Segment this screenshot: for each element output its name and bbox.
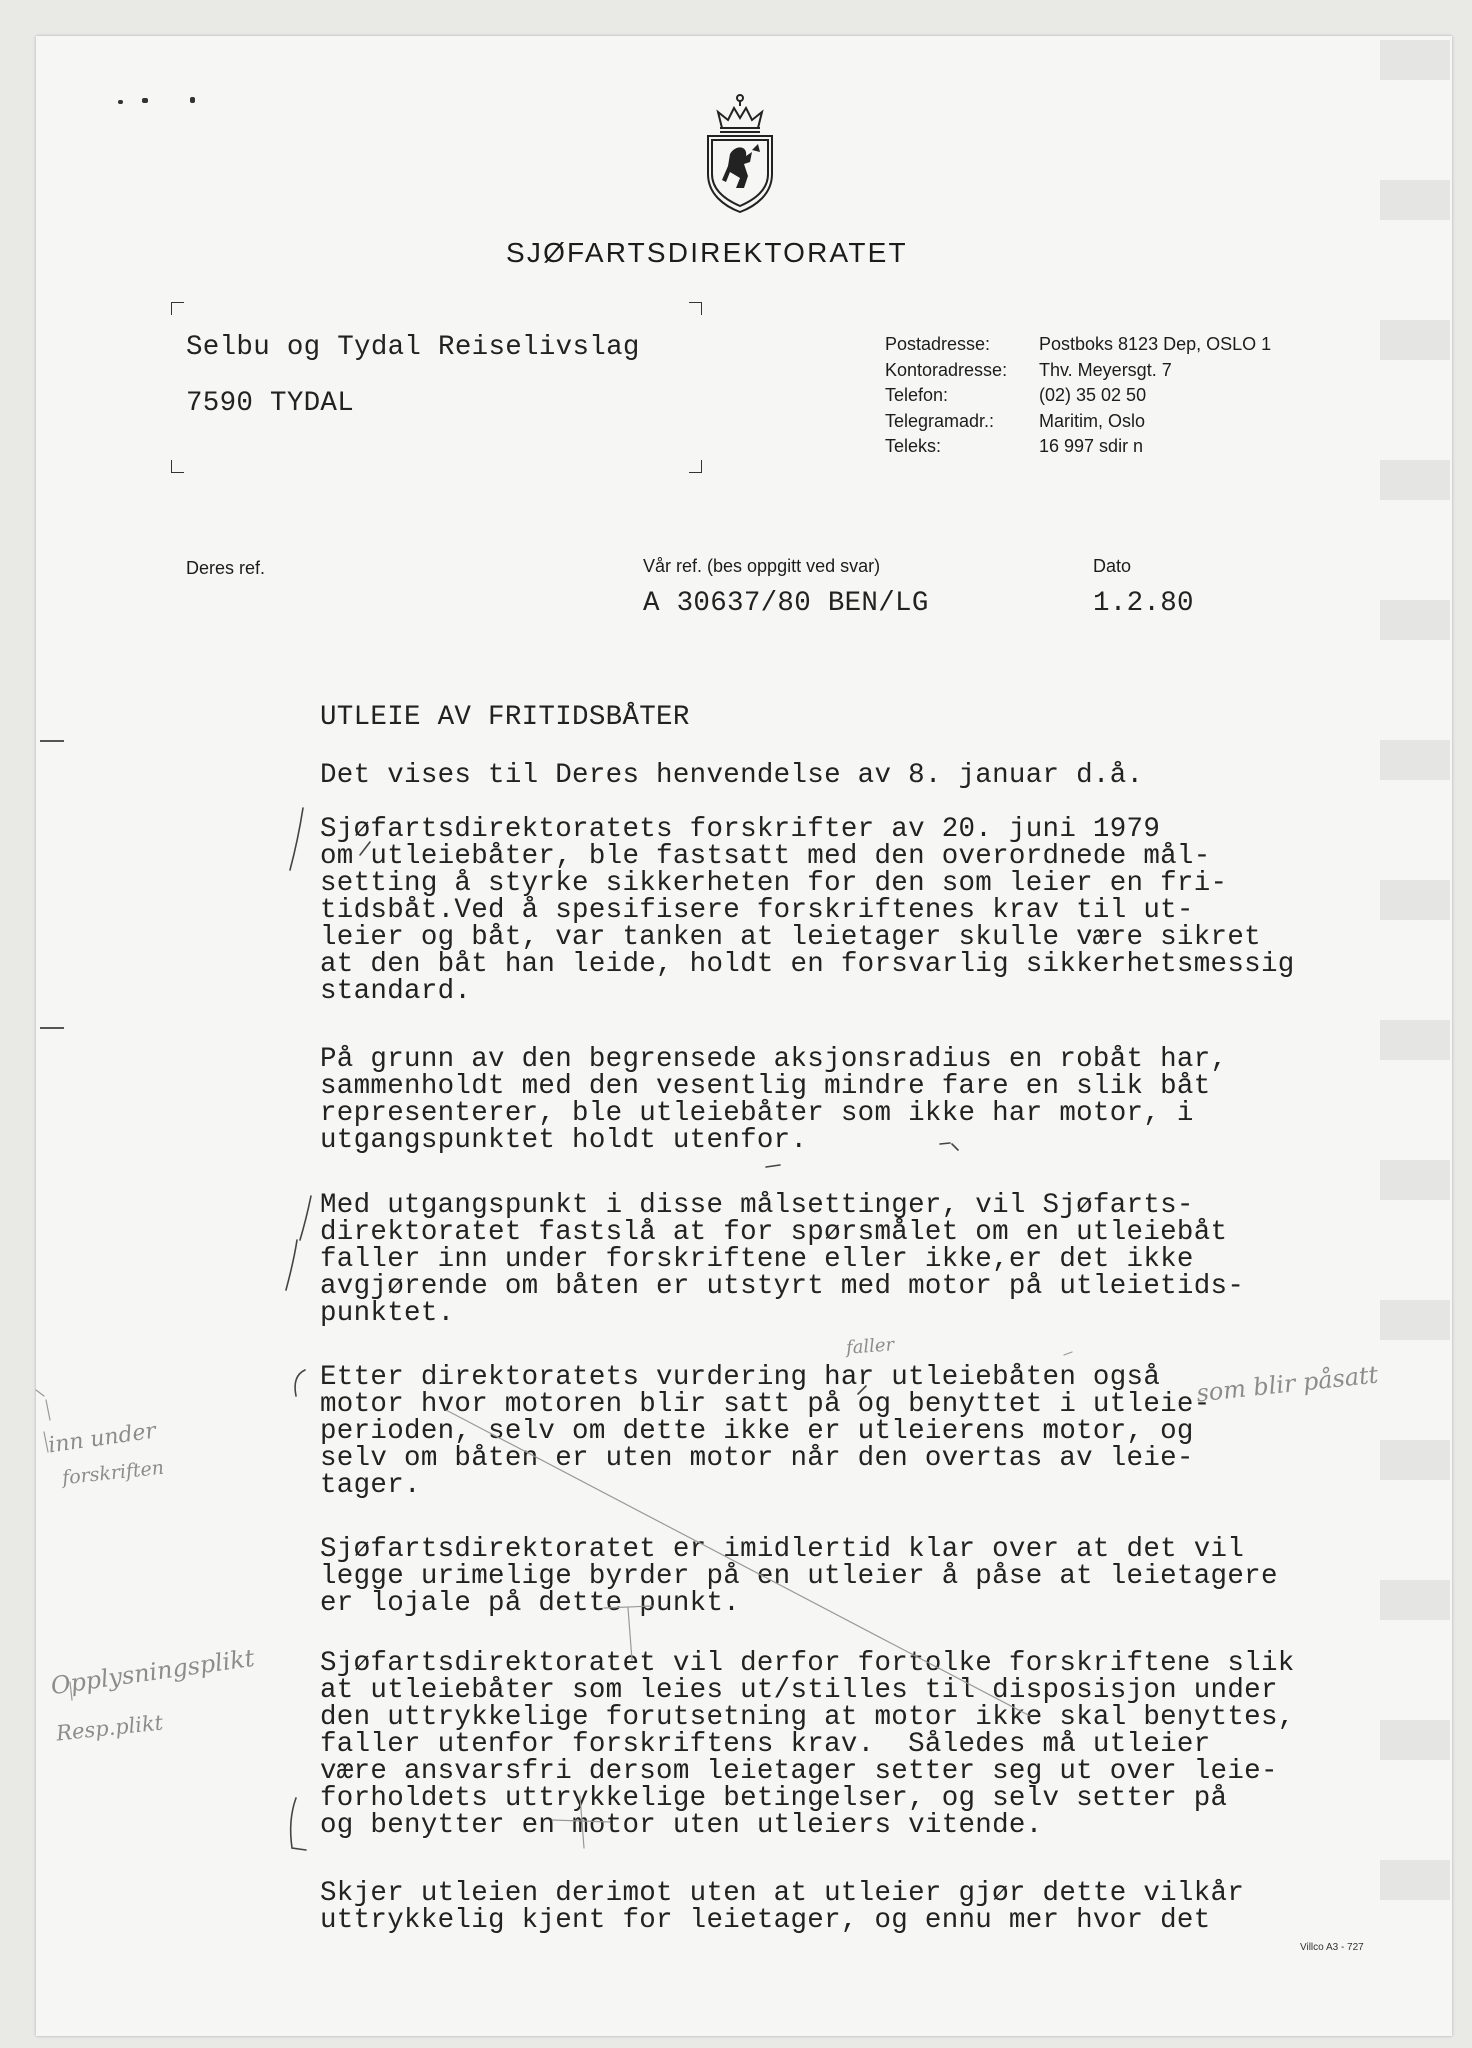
annotation-som-blir-pasatt: som blir påsatt	[1195, 1360, 1380, 1408]
contact-label: Postadresse:	[885, 334, 991, 355]
contact-label: Teleks:	[885, 436, 942, 457]
annotation-respplikt: Resp.plikt	[55, 1710, 165, 1746]
body-line: avgjørende om båten er utstyrt med motor på utleietids-	[320, 1271, 1245, 1302]
contact-value: (02) 35 02 50	[1039, 385, 1147, 406]
body-line: Med utgangspunkt i disse målsettinger, vil Sjøfarts-	[320, 1190, 1194, 1221]
annotation-faller: faller	[845, 1334, 895, 1359]
body-line: Sjøfartsdirektoratet vil derfor fortolke forskriftene slik	[320, 1648, 1295, 1679]
contact-value: Thv. Meyersgt. 7	[1039, 359, 1172, 380]
body-line: representerer, ble utleiebåter som ikke har motor, i	[320, 1098, 1194, 1129]
body-line: Etter direktoratets vurdering har utleiebåten også	[320, 1362, 1161, 1393]
body-line: den uttrykkelige forutsetning at motor ikke skal benyttes,	[320, 1702, 1295, 1733]
recipient-name: Selbu og Tydal Reiselivslag	[186, 332, 640, 363]
body-line: om utleiebåter, ble fastsatt med den overordnede mål-	[320, 841, 1211, 872]
contact-value: Maritim, Oslo	[1039, 410, 1146, 431]
contact-label: Telefon:	[885, 385, 949, 406]
contact-label: Telegramadr.:	[885, 410, 995, 431]
body-line: faller utenfor forskriftens krav. Således må utleier	[320, 1729, 1211, 1760]
body-line: forholdets uttrykkelige betingelser, og selv setter på	[320, 1783, 1228, 1814]
body-line: faller inn under forskriftene eller ikke,er det ikke	[320, 1244, 1194, 1275]
body-line: perioden, selv om dette ikke er utleierens motor, og	[320, 1416, 1194, 1447]
body-line: være ansvarsfri dersom leietager setter seg ut over leie-	[320, 1756, 1278, 1787]
body-line: leier og båt, var tanken at leietager skulle være sikret	[320, 922, 1261, 953]
annotation-forskriften: forskriften	[61, 1456, 165, 1490]
body-line: legge urimelige byrder på en utleier å påse at leietagere	[320, 1561, 1278, 1592]
recipient-address: 7590 TYDAL	[186, 388, 355, 419]
var-ref-label: Vår ref. (bes oppgitt ved svar)	[643, 556, 881, 576]
body-line: Skjer utleien derimot uten at utleier gjør dette vilkår	[320, 1878, 1245, 1909]
dato-label: Dato	[1093, 556, 1132, 576]
contact-value: 16 997 sdir n	[1039, 436, 1144, 457]
contact-label: Kontoradresse:	[885, 359, 1008, 380]
body-line: at utleiebåter som leies ut/stilles til disposisjon under	[320, 1675, 1278, 1706]
body-line: uttrykkelig kjent for leietager, og ennu mer hvor det	[320, 1905, 1211, 1936]
body-line: standard.	[320, 976, 472, 1007]
deres-ref-label: Deres ref.	[186, 558, 266, 578]
letter-subject: UTLEIE AV FRITIDSBÅTER	[320, 702, 690, 733]
body-line: direktoratet fastslå at for spørsmålet om en utleiebåt	[320, 1217, 1228, 1248]
dato-value: 1.2.80	[1093, 588, 1194, 619]
body-line: Sjøfartsdirektoratet er imidlertid klar over at det vil	[320, 1534, 1245, 1565]
form-code: Villco A3 - 727	[1300, 1942, 1364, 1953]
body-line: selv om båten er uten motor når den overtas av leie-	[320, 1443, 1194, 1474]
agency-name: SJØFARTSDIREKTORATET	[506, 237, 908, 268]
body-line: sammenholdt med den vesentlig mindre fare en slik båt	[320, 1071, 1211, 1102]
body-line: og benytter en motor uten utleiers vitende.	[320, 1810, 1043, 1841]
body-line: er lojale på dette punkt.	[320, 1588, 741, 1619]
body-line: tidsbåt.Ved å spesifisere forskriftenes krav til ut-	[320, 895, 1194, 926]
body-line: tager.	[320, 1470, 421, 1501]
var-ref-value: A 30637/80 BEN/LG	[643, 588, 929, 619]
annotation-inn-under: inn under	[46, 1418, 158, 1459]
body-line: Sjøfartsdirektoratets forskrifter av 20. juni 1979	[320, 814, 1161, 845]
annotation-opplysningsplikt: Opplysningsplikt	[49, 1643, 257, 1701]
body-line: at den båt han leide, holdt en forsvarlig sikkerhetsmessig	[320, 949, 1295, 980]
body-line: På grunn av den begrensede aksjonsradius en robåt har,	[320, 1044, 1228, 1075]
body-intro: Det vises til Deres henvendelse av 8. januar d.å.	[320, 760, 1144, 791]
contact-value: Postboks 8123 Dep, OSLO 1	[1039, 334, 1272, 355]
body-line: punktet.	[320, 1298, 455, 1329]
body-line: setting å styrke sikkerheten for den som leier en fri-	[320, 868, 1228, 899]
body-line: motor hvor motoren blir satt på og benyttet i utleie-	[320, 1389, 1211, 1420]
body-line: utgangspunktet holdt utenfor.	[320, 1125, 808, 1156]
